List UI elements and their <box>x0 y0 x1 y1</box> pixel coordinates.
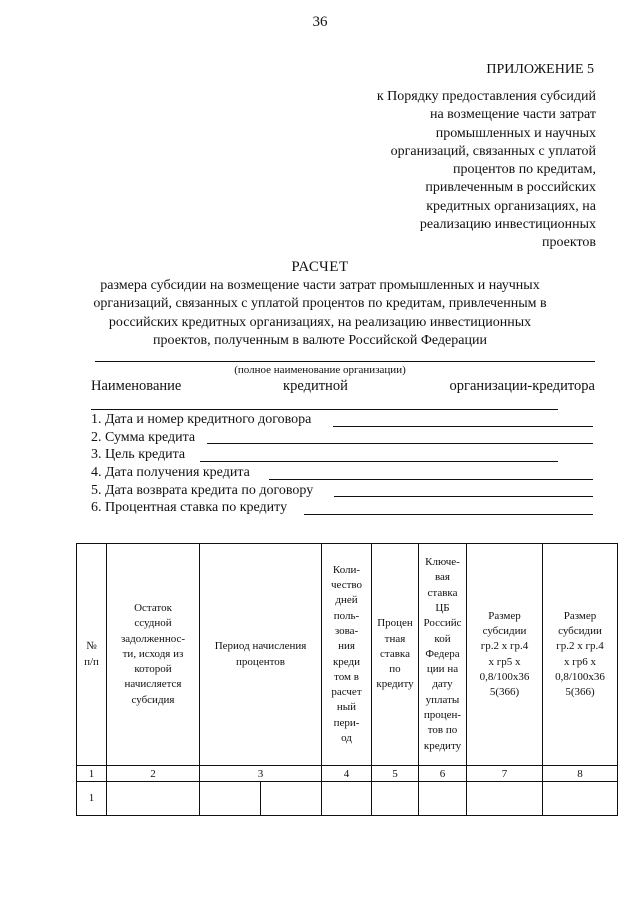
creditor-name-field[interactable] <box>91 409 558 410</box>
creditor-word: кредитной <box>283 378 348 394</box>
appendix-line: проектов <box>541 235 596 251</box>
description-line: российских кредитных организациях, на реализацию инвестиционных <box>108 314 532 330</box>
calculation-title: РАСЧЕТ <box>291 259 349 275</box>
header-loan-balance: Остаток ссудной задолженнос- ти, исходя из которой начисляется субсидия <box>107 544 200 766</box>
organization-name-field[interactable] <box>95 361 595 362</box>
column-number: 6 <box>419 766 467 782</box>
table-row <box>77 782 618 816</box>
calculation-description <box>60 277 580 350</box>
period-start-cell[interactable] <box>200 782 261 816</box>
header-subsidy-amount-gr6: Размер субсидии гр.2 х гр.4 х гр6 х 0,8/100х36 5(366) <box>543 544 618 766</box>
description-line: проектов, полученным в валюте Российской Федерации <box>153 332 487 348</box>
appendix-line: организаций, связанных с уплатой <box>390 143 596 159</box>
field-label: 3. Цель кредита <box>91 447 186 463</box>
column-number: 7 <box>467 766 543 782</box>
column-number: 2 <box>107 766 200 782</box>
table-header-row <box>77 544 618 766</box>
credit-amount-field[interactable] <box>207 443 593 444</box>
interest-rate-field[interactable] <box>304 514 593 515</box>
header-interest-rate: Процен тная ставка по кредиту <box>372 544 419 766</box>
description-line: организаций, связанных с уплатой процентов по кредитам, привлеченным в <box>93 296 547 312</box>
credit-receipt-date-field[interactable] <box>269 479 593 480</box>
column-number: 4 <box>322 766 372 782</box>
credit-field <box>91 465 595 483</box>
header-key-rate: Ключе- вая ставка ЦБ Российс кой Федера ции на дату уплаты процен- тов по кредиту <box>419 544 467 766</box>
credit-field <box>91 500 595 518</box>
column-number: 3 <box>200 766 322 782</box>
appendix-line: на возмещение части затрат <box>429 107 596 123</box>
subsidy-gr5-cell[interactable] <box>467 782 543 816</box>
credit-return-date-field[interactable] <box>334 496 593 497</box>
column-number-row <box>77 766 618 782</box>
field-label: 5. Дата возврата кредита по договору <box>91 482 314 498</box>
appendix-line: реализацию инвестиционных <box>419 217 596 233</box>
appendix-line: привлеченным в российских <box>425 180 596 196</box>
field-label: 6. Процентная ставка по кредиту <box>91 500 288 516</box>
header-interest-period: Период начисления процентов <box>200 544 322 766</box>
credit-field <box>91 412 595 430</box>
subsidy-table <box>76 543 618 816</box>
field-label: 1. Дата и номер кредитного договора <box>91 412 312 427</box>
creditor-word: организации-кредитора <box>449 378 595 394</box>
column-number: 8 <box>543 766 618 782</box>
header-days-count: Коли- чество дней поль- зова- ния креди том в расчет ный пери- од <box>322 544 372 766</box>
period-end-cell[interactable] <box>261 782 322 816</box>
creditor-word: Наименование <box>91 378 182 394</box>
key-rate-cell[interactable] <box>419 782 467 816</box>
appendix-title: ПРИЛОЖЕНИЕ 5 <box>486 62 594 77</box>
header-subsidy-amount-gr5: Размер субсидии гр.2 х гр.4 х гр5 х 0,8/100х36 5(366) <box>467 544 543 766</box>
column-number: 5 <box>372 766 419 782</box>
loan-balance-cell[interactable] <box>107 782 200 816</box>
credit-field <box>91 447 595 465</box>
appendix-line: кредитных организациях, на <box>426 198 596 214</box>
subsidy-gr6-cell[interactable] <box>543 782 618 816</box>
interest-rate-cell[interactable] <box>372 782 419 816</box>
row-number: 1 <box>77 782 107 816</box>
field-label: 2. Сумма кредита <box>91 429 196 445</box>
credit-purpose-field[interactable] <box>200 461 558 462</box>
appendix-reference <box>336 88 596 253</box>
organization-caption: (полное наименование организации) <box>234 364 406 376</box>
days-count-cell[interactable] <box>322 782 372 816</box>
credit-field <box>91 483 595 501</box>
page-number: 36 <box>312 14 328 30</box>
field-label: 4. Дата получения кредита <box>91 465 250 481</box>
appendix-line: к Порядку предоставления субсидий <box>376 89 596 104</box>
creditor-label <box>91 378 595 395</box>
appendix-line: промышленных и научных <box>435 125 596 141</box>
appendix-line: процентов по кредитам, <box>452 162 596 178</box>
credit-agreement-field[interactable] <box>333 426 593 427</box>
column-number: 1 <box>77 766 107 782</box>
credit-field <box>91 430 595 448</box>
header-number: № п/п <box>77 544 107 766</box>
credit-fields <box>91 412 595 518</box>
description-line: размера субсидии на возмещение части затрат промышленных и научных <box>100 278 540 293</box>
